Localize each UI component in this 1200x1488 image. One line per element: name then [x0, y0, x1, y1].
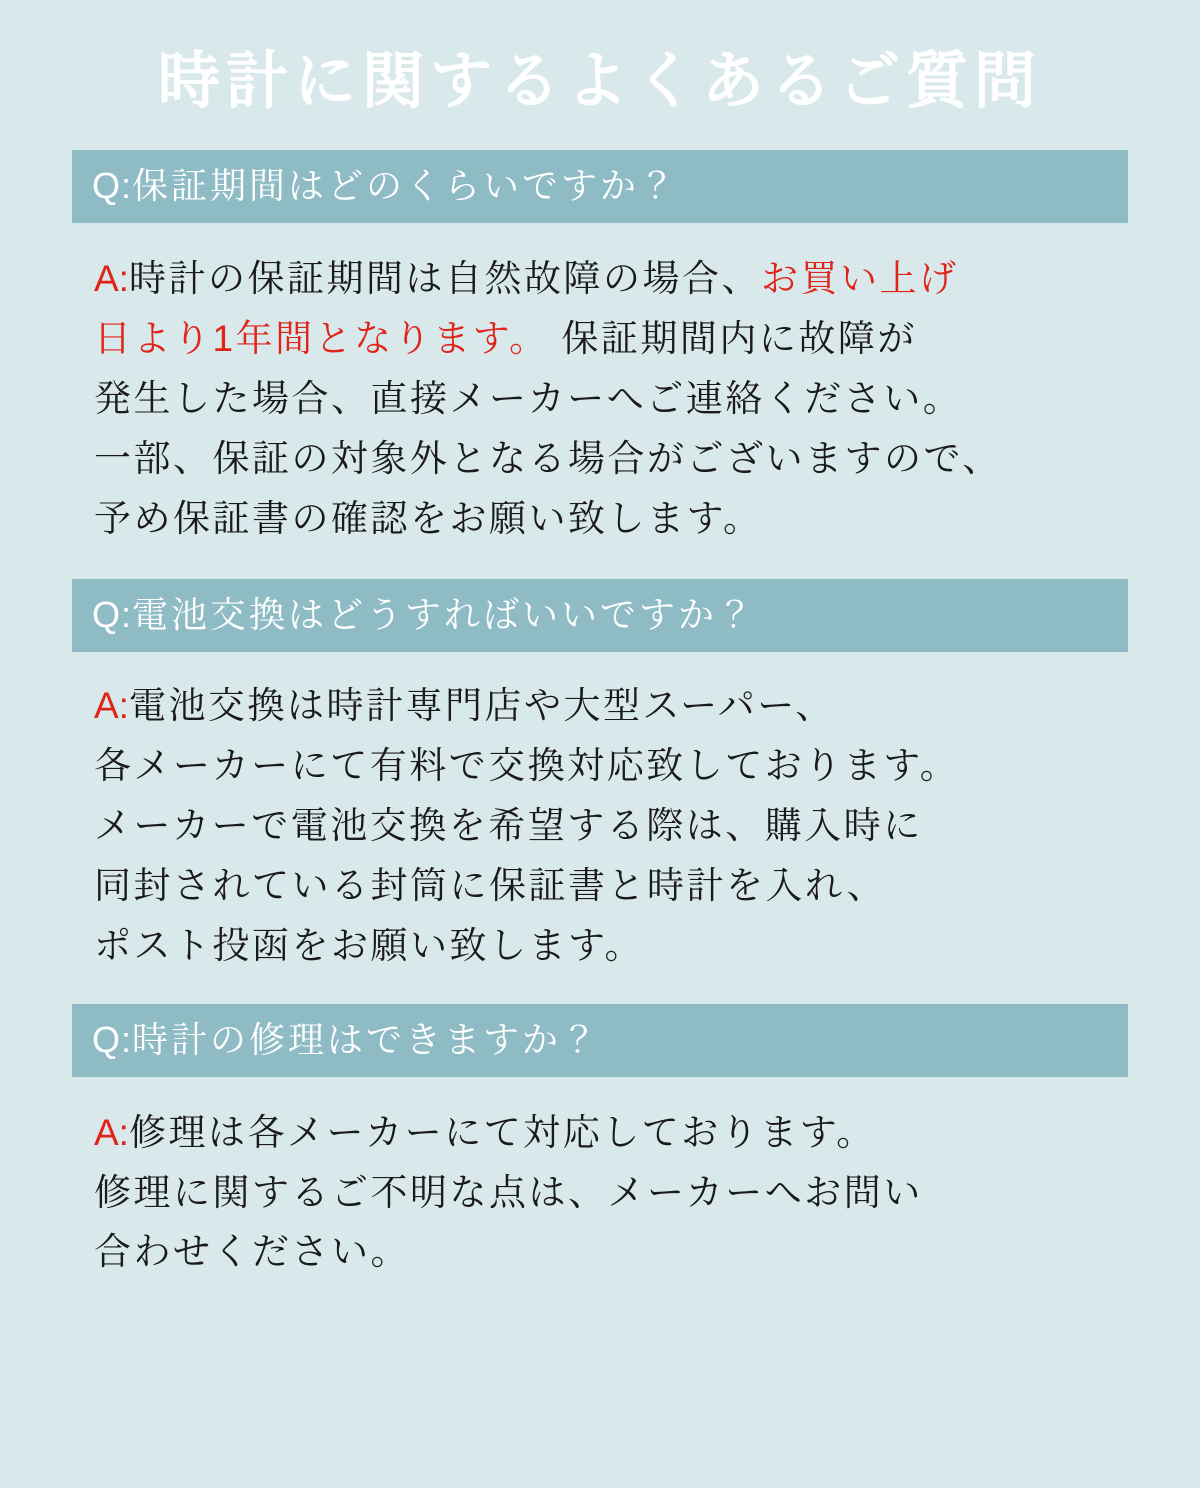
answer-line: 同封されている封筒に保証書と時計を入れ、	[94, 864, 887, 906]
faq-item	[72, 1004, 1128, 1305]
question-text: 保証期間はどのくらいですか？	[132, 165, 679, 207]
page-title: 時計に関するよくあるご質問	[157, 47, 1042, 116]
faq-question-bar[interactable]	[72, 150, 1128, 223]
answer-line: メーカーで電池交換を希望する際は、購入時に	[94, 804, 923, 846]
question-text: 時計の修理はできますか？	[132, 1018, 601, 1060]
faq-item	[72, 579, 1128, 986]
question-text: 電池交換はどうすればいいですか？	[132, 593, 757, 635]
answer-segment-highlight: 日より1年間となります。	[94, 318, 549, 360]
answer-line	[94, 1103, 1106, 1163]
answer-segment: 時計の保証期間は自然故障の場合、	[128, 258, 761, 300]
faq-page	[0, 48, 1200, 1488]
answer-segment: 保証期間内に故障が	[548, 318, 917, 360]
question-prefix-label: Q:	[92, 593, 133, 635]
answer-line: 予め保証書の確認をお願い致します。	[94, 497, 763, 539]
faq-answer	[72, 223, 1128, 561]
answer-prefix-label: A:	[94, 684, 129, 726]
answer-prefix-label: A:	[94, 1111, 129, 1153]
answer-segment-highlight: お買い上げ	[760, 258, 959, 300]
faq-item	[72, 150, 1128, 561]
answer-line: 各メーカーにて有料で交換対応致しております。	[94, 744, 960, 786]
answer-line: 一部、保証の対象外となる場合がございますので、	[94, 438, 1002, 479]
faq-answer	[72, 1077, 1128, 1305]
answer-line	[94, 676, 1106, 736]
faq-question-bar[interactable]	[72, 579, 1128, 652]
answer-prefix-label: A:	[94, 258, 129, 300]
answer-line	[94, 249, 1106, 309]
faq-question-bar[interactable]	[72, 1004, 1128, 1077]
faq-list	[0, 150, 1200, 1304]
question-prefix-label: Q:	[92, 1018, 133, 1060]
answer-segment: 修理は各メーカーにて対応しております。	[128, 1111, 876, 1153]
answer-line: 発生した場合、直接メーカーへご連絡ください。	[94, 378, 963, 420]
question-prefix-label: Q:	[92, 165, 133, 207]
answer-line: 合わせください。	[94, 1231, 410, 1273]
answer-line: ポスト投函をお願い致します。	[94, 924, 645, 966]
answer-line	[94, 309, 1106, 369]
answer-line: 修理に関するご不明な点は、メーカーへお問い	[94, 1171, 923, 1213]
answer-segment: 電池交換は時計専門店や大型スーパー、	[128, 684, 835, 726]
faq-answer	[72, 652, 1128, 986]
